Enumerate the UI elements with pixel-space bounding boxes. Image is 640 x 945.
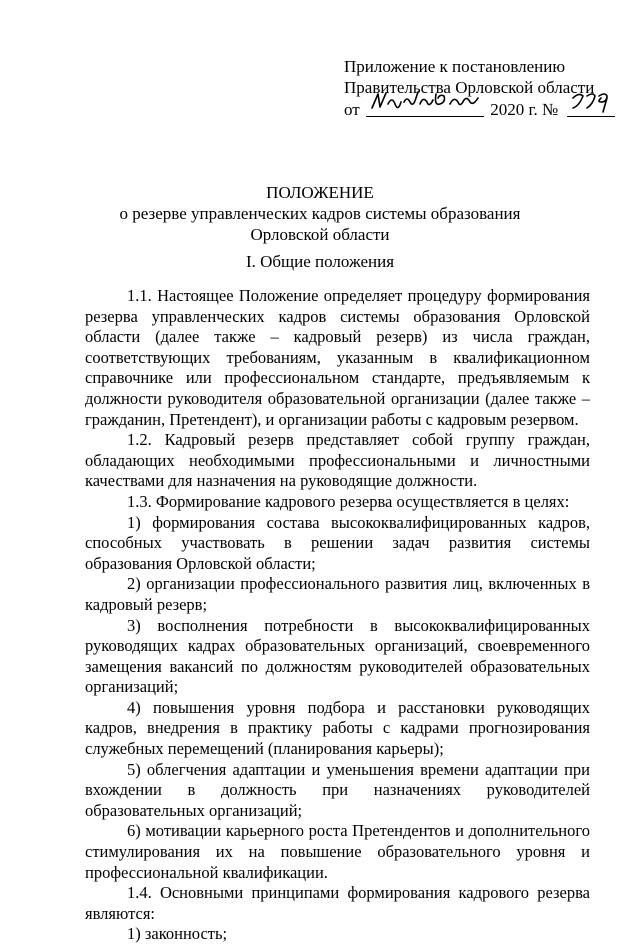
principle-item-1: 1) законность; [127, 924, 228, 944]
section-heading: I. Общие положения [245, 252, 395, 271]
approval-year-number: 2020 г. № [490, 100, 559, 119]
approval-line-1: Приложение к постановлению [344, 57, 566, 76]
handwritten-date [366, 98, 484, 117]
approval-prefix: от [344, 100, 360, 119]
list-item-4: 4) повышения уровня подбора и расстановки руководящих кадров, внедрения в практику работы с кадрами прогнозирования служебных перемещений (планирования карьеры); [85, 697, 590, 759]
document-body [85, 286, 590, 945]
paragraph-1-4: 1.4. Основными принципами формирования кадрового резерва являются: [85, 883, 590, 923]
handwritten-number [567, 98, 615, 117]
document-subtitle-line-1: о резерве управленческих кадров системы образования [119, 204, 521, 223]
approval-block [344, 56, 615, 120]
list-item-6: 6) мотивации карьерного роста Претендентов и дополнительного стимулирования их на повышение образовательного уровня и профессиональной квалификации. [85, 821, 590, 882]
document-title: ПОЛОЖЕНИЕ [266, 183, 374, 202]
handwritten-number-scribble-icon [567, 88, 615, 114]
list-item-5: 5) облегчения адаптации и уменьшения времени адаптации при вхождении в должность при назначениях руководителей образовательных организаций; [85, 759, 590, 820]
paragraph-1-2: 1.2. Кадровый резерв представляет собой группу граждан, обладающих необходимыми профессиональными и личностными качествами для назначения на руководящие должности. [85, 430, 590, 491]
paragraph-1-3: 1.3. Формирование кадрового резерва осуществляется в целях: [127, 491, 570, 511]
handwritten-date-scribble-icon [366, 88, 484, 114]
approval-line-3 [344, 98, 615, 120]
list-item-2: 2) организации профессионального развития лиц, включенных в кадровый резерв; [85, 574, 590, 614]
paragraph-1-1: 1.1. Настоящее Положение определяет процедуру формирования резерва управленческих кадров системы образования Орловской области (далее также – кадровый резерв) из числа граждан, соответствующих требованиям, указанным в квалификационном справочнике или профессиональном стандарте, предъявляемым к должности руководителя образовательной организации (далее также – гражданин, Претендент), и организации работы с кадровым резервом. [85, 286, 590, 429]
list-item-3: 3) восполнения потребности в высококвалифицированных руководящих кадрах образовательных организаций, своевременного замещения вакансий по должностям руководителей образовательных организаций; [85, 615, 590, 697]
document-subtitle-line-2: Орловской области [250, 225, 390, 244]
list-item-1: 1) формирования состава высококвалифицированных кадров, способных участвовать в решении задач развития системы образования Орловской области; [85, 512, 590, 573]
approval-line-2: Правительства Орловской области [344, 78, 595, 97]
